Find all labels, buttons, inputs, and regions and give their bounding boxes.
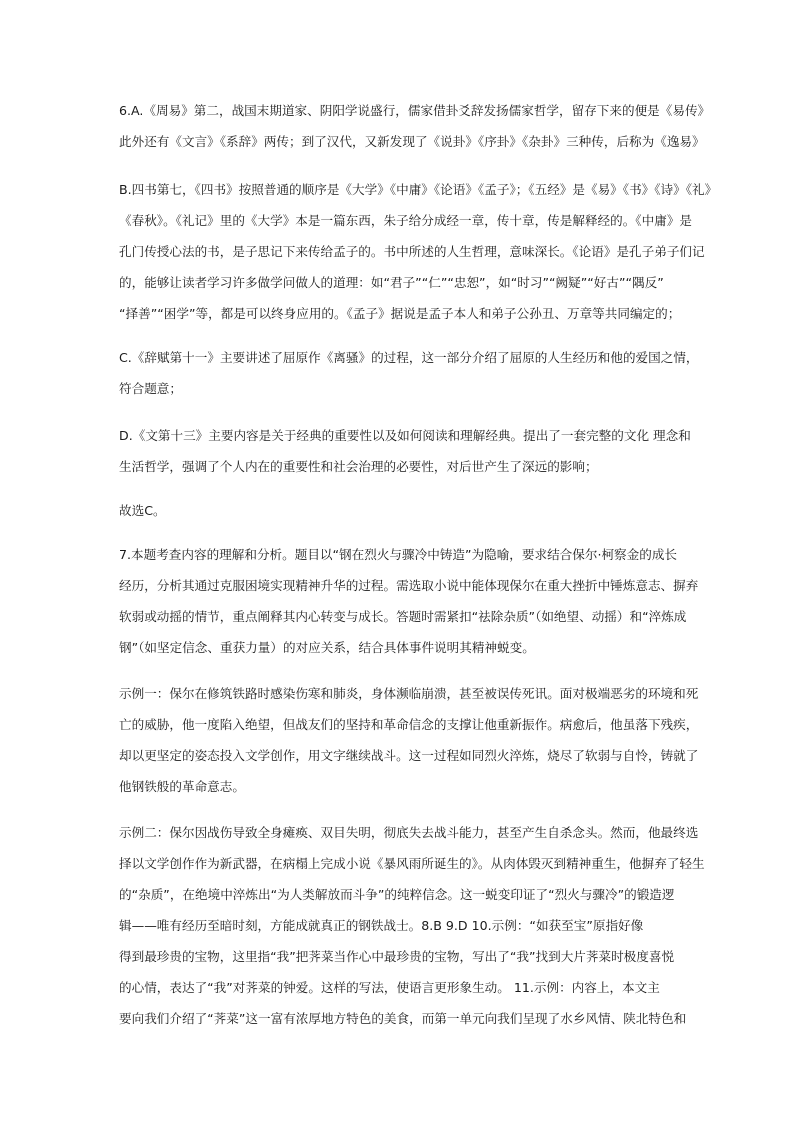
text-line: 的心情，表达了“我”对荠菜的钟爱。这样的写法，使语言更形象生动。 11.示例：内容上，本文主 (119, 980, 660, 995)
text-line: 他钢铁般的革命意志。 (119, 779, 245, 794)
text-line: 示例二：保尔因战伤导致全身瘫痪、双目失明，彻底失去战斗能力，甚至产生自杀念头。然而，他最终选 (119, 825, 699, 840)
text-line: 要向我们介绍了“荠菜”这一富有浓厚地方特色的美食，而第一单元向我们呈现了水乡风情、陕北特色和 (119, 1011, 687, 1026)
text-line: 的“杂质”，在绝境中淬炼出“为人类解放而斗争”的纯粹信念。这一蜕变印证了“烈火与骤冷”的锻造逻 (119, 887, 675, 902)
text-line: 却以更坚定的姿态投入文学创作，用文字继续战斗。这一过程如同烈火淬炼，烧尽了软弱与自怜，铸就了 (119, 748, 699, 763)
text-line: “择善”“困学”等，都是可以终身应用的。《孟子》据说是孟子本人和弟子公孙丑、万章等共同编定的； (119, 306, 681, 321)
text-line: 孔门传授心法的书，是子思记下来传给孟子的。书中所述的人生哲理，意味深长。《论语》是孔子弟子们记 (119, 244, 705, 259)
text-line: 符合题意； (119, 381, 182, 396)
text-line: 生活哲学，强调了个人内在的重要性和社会治理的必要性，对后世产生了深远的影响； (119, 459, 598, 474)
text-line: 亡的威胁，他一度陷入绝望，但战友们的坚持和革命信念的支撑让他重新振作。病愈后，他虽落下残疾， (119, 717, 699, 732)
text-line: C.《辞赋第十一》主要讲述了屈原作《离骚》的过程，这一部分介绍了屈原的人生经历和他的爱国之情， (119, 350, 699, 365)
text-line: 6.A.《周易》第二，战国末期道家、阴阳学说盛行，儒家借卦爻辞发扬儒家哲学，留存下来的便是《易传》 (119, 103, 711, 118)
text-line: 此外还有《文言》《系辞》两传；到了汉代，又新发现了《说卦》《序卦》《杂卦》三种传，后称为《逸易》 (119, 134, 705, 149)
text-line: 7.本题考查内容的理解和分析。题目以“钢在烈火与骤冷中铸造”为隐喻，要求结合保尔·柯察金的成长 (119, 547, 678, 562)
text-line: 故选C。 (119, 503, 166, 518)
text-line: 《春秋》。《礼记》里的《大学》本是一篇东西，朱子给分成经一章，传十章，传是解释经的。《中庸》是 (119, 213, 693, 228)
text-line: 择以文学创作作为新武器，在病榻上完成小说《暴风雨所诞生的》。从肉体毁灭到精神重生，他摒弃了轻生 (119, 856, 705, 871)
text-line: 钢”（如坚定信念、重获力量）的对应关系，结合具体事件说明其精神蜕变。 (119, 640, 535, 655)
text-line: 软弱或动摇的情节，重点阐释其内心转变与成长。答题时需紧扣“祛除杂质”（如绝望、动摇）和“淬炼成 (119, 609, 687, 624)
text-line: D.《文第十三》主要内容是关于经典的重要性以及如何阅读和理解经典。提出了一套完整的文化 理念和 (119, 428, 691, 443)
text-line: B.四书第七，《四书》按照普通的顺序是《大学》《中庸》《论语》《孟子》；《五经》是《易》《书》《诗》《礼》 (119, 182, 718, 197)
text-line: 得到最珍贵的宝物，这里指“我”把荠菜当作心中最珍贵的宝物，写出了“我”找到大片荠菜时极度喜悦 (119, 949, 675, 964)
text-line: 辑——唯有经历至暗时刻，方能成就真正的钢铁战士。8.B 9.D 10.示例：“如获至宝”原指好像 (119, 918, 644, 933)
text-line: 经历，分析其通过克服困境实现精神升华的过程。需选取小说中能体现保尔在重大挫折中锤炼意志、摒弃 (119, 578, 699, 593)
text-line: 的，能够让读者学习许多做学问做人的道理：如“君子”“仁”“忠恕”，如“时习”“阙疑”“好古”“隅反” (119, 275, 664, 290)
text-line: 示例一：保尔在修筑铁路时感染伤寒和肺炎，身体濒临崩溃，甚至被误传死讯。面对极端恶劣的环境和死 (119, 686, 699, 701)
